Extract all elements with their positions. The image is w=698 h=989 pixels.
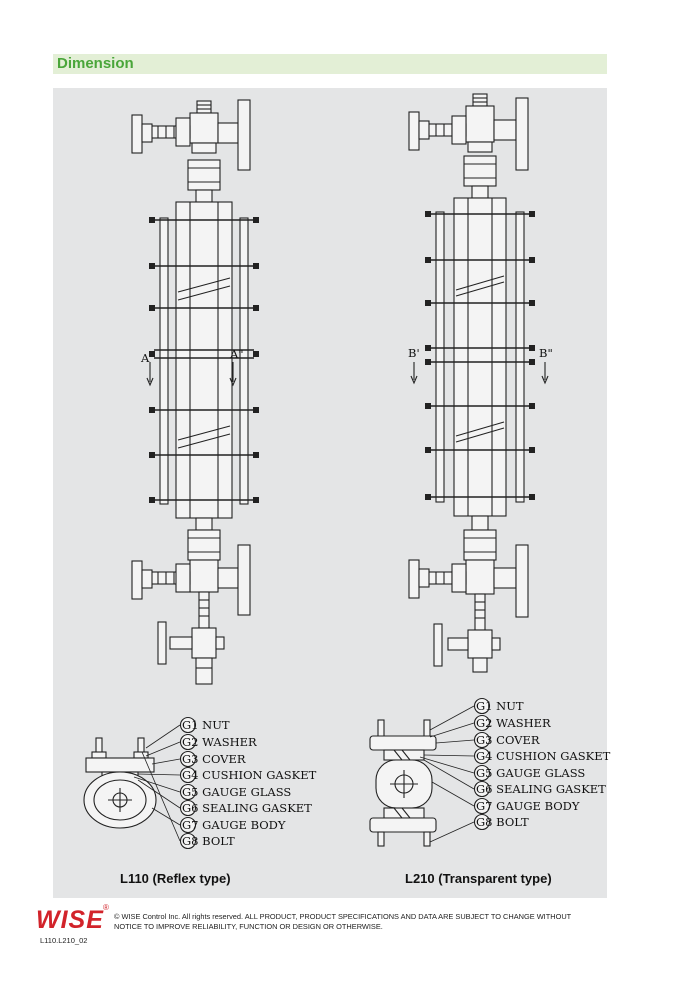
part-label: G4 CUSHION GASKET — [476, 749, 611, 763]
l110-caption: L110 (Reflex type) — [120, 871, 231, 886]
part-label: G4 CUSHION GASKET — [182, 768, 317, 782]
part-label: G6 SEALING GASKET — [476, 782, 606, 796]
part-label: G8 BOLT — [476, 815, 529, 829]
part-label: G2 WASHER — [182, 735, 257, 749]
l110-parts-list — [181, 718, 317, 849]
part-label: G7 GAUGE BODY — [182, 818, 286, 832]
l210-caption: L210 (Transparent type) — [405, 871, 552, 886]
copyright-notice: © WISE Control Inc. All rights reserved. ALL PRODUCT, PRODUCT SPECIFICATIONS AND DATA ARE SUBJECT TO CHANGE WITHOUT NOTICE TO IMPROVE RELIABILITY, FUNCTION OR DESIGN OR OTHERWISE. — [114, 912, 572, 931]
part-label: G5 GAUGE GLASS — [182, 785, 292, 799]
part-label: G6 SEALING GASKET — [182, 801, 312, 815]
part-label: G8 BOLT — [182, 834, 235, 848]
section-mark-a2: A" — [230, 347, 244, 361]
section-mark-a1: A — [141, 351, 150, 365]
section-title: Dimension — [57, 55, 134, 72]
wise-logo: WISE — [36, 906, 104, 934]
l110-cross-section — [84, 738, 156, 828]
section-mark-b1: B' — [408, 346, 420, 360]
part-label: G2 WASHER — [476, 716, 551, 730]
section-mark-b2: B" — [539, 346, 553, 360]
part-label: G3 COVER — [476, 733, 540, 747]
l210-cross-section — [370, 720, 436, 846]
l110-gauge-elevation — [132, 100, 259, 684]
registered-mark: ® — [103, 903, 109, 912]
part-label: G1 NUT — [476, 699, 524, 713]
part-label: G5 GAUGE GLASS — [476, 766, 586, 780]
document-code: L110.L210_02 — [40, 936, 88, 945]
part-label: G7 GAUGE BODY — [476, 799, 580, 813]
l210-gauge-elevation — [409, 94, 548, 672]
l210-parts-list — [475, 699, 611, 830]
part-label: G1 NUT — [182, 718, 230, 732]
part-label: G3 COVER — [182, 752, 246, 766]
